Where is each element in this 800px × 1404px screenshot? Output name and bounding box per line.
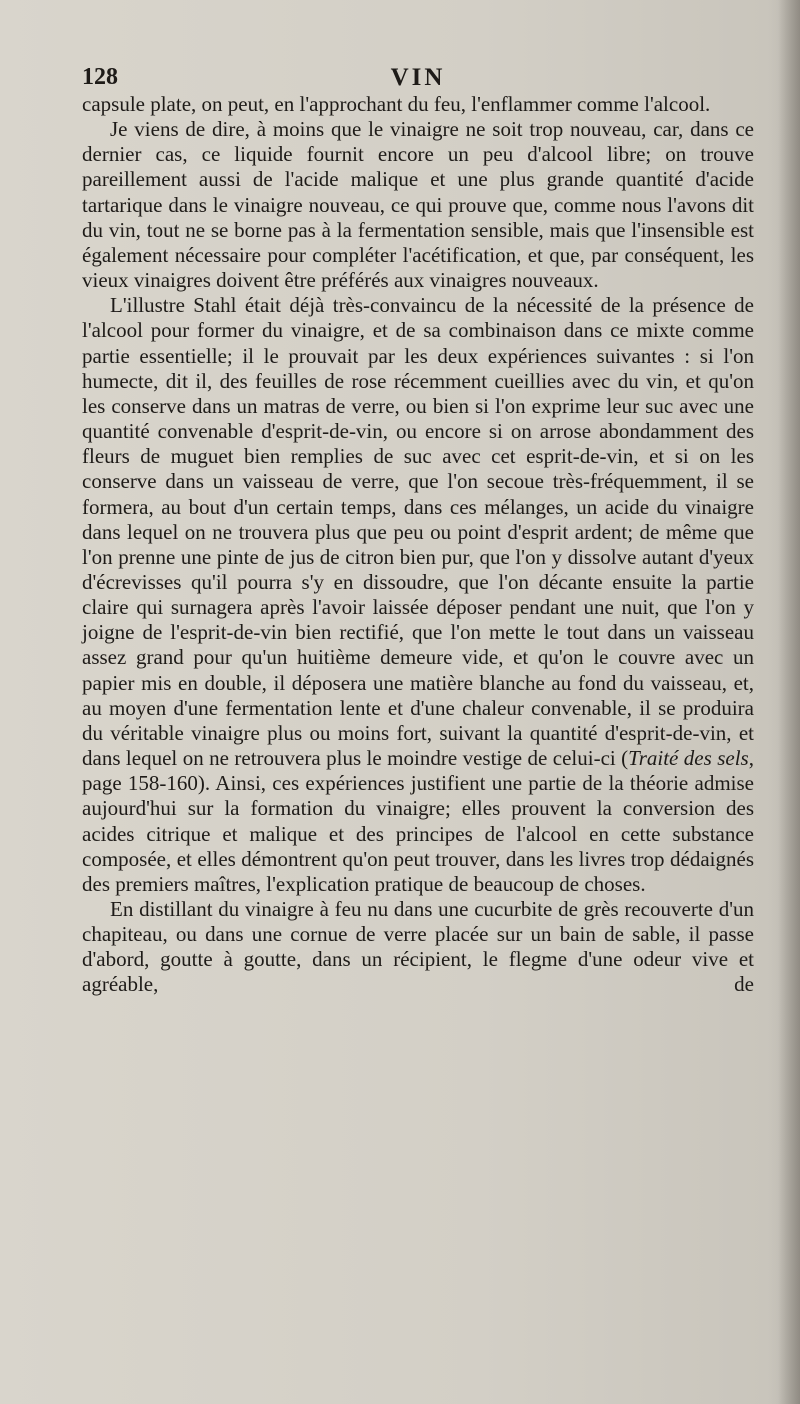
paragraph-3-text-before: L'illustre Stahl était déjà très-convaincu de la nécessité de la présence de l'alcool pour former du vinaigre, et de sa combinaison dans ce mixte comme partie essentielle; il le prouvait par les deux expériences suivantes : si l'on humecte, dit il, des feuilles de rose récemment cueillies avec du vin, et qu'on les conserve dans un matras de verre, ou bien si l'on exprime leur suc avec une quantité convenable d'esprit-de-vin, ou encore si on arrose abondamment des fleurs de muguet bien remplies de suc avec cet esprit-de-vin, et si on les conserve dans un vaisseau de verre, que l'on secoue très-fréquemment, il se formera, au bout d'un certain temps, dans ces mélanges, un acide du vinaigre dans lequel on ne trouvera plus que peu ou point d'esprit ardent; de même que l'on prenne une pinte de jus de citron bien pur, que l'on y dissolve autant d'yeux d'écrevisses qu'il pourra s'y en dissoudre, que l'on décante ensuite la partie claire qui surnagera après l'avoir laissée déposer pendant une nuit, que l'on y joigne de l'esprit-de-vin bien rectifié, que l'on mette le tout dans un vaisseau assez grand pour qu'un huitième demeure vide, et qu'on le couvre avec un papier mis en double, il déposera une matière blanche au fond du vaisseau, et, au moyen d'une fermentation lente et d'une chaleur convenable, il se produira du véritable vinaigre plus ou moins fort, suivant la quantité d'esprit-de-vin, et dans lequel on ne retrouvera plus le moindre vestige de celui-ci ( (82, 293, 754, 771)
paragraph-2: Je viens de dire, à moins que le vinaigre ne soit trop nouveau, car, dans ce dernier cas, ce liquide fournit encore un peu d'alcool libre; on trouve pareillement aussi de l'acide malique et une plus grande quantité d'acide tartarique dans le vinaigre nouveau, ce qui prouve que, comme nous l'avons dit du vin, tout ne se borne pas à la fermentation sensible, mais que l'insensible est également nécessaire pour compléter l'acétification, et que, par conséquent, les vieux vinaigres doivent être préférés aux vinaigres nouveaux. (82, 117, 754, 293)
paragraph-3-text-after: , page 158-160). Ainsi, ces expériences justifient une partie de la théorie admise aujourd'hui sur la formation du vinaigre; elles prouvent la conversion des acides citrique et malique et des principes de l'alcool en cette substance composée, et elles démontrent qu'on peut trouver, dans les livres trop dédaignés des premiers maîtres, l'explication pratique de beaucoup de choses. (82, 746, 754, 896)
page-number: 128 (82, 64, 118, 90)
paragraph-4: En distillant du vinaigre à feu nu dans une cucurbite de grès recouverte d'un chapiteau, ou dans une cornue de verre placée sur un bain de sable, il passe d'abord, goutte à goutte, dans un récipient, le flegme d'une odeur vive et agréable, de (82, 897, 754, 997)
running-title: VIN (390, 64, 446, 91)
paragraph-3 (82, 293, 754, 897)
page-edge-shadow (778, 0, 800, 1404)
body-text (82, 92, 754, 998)
paragraph-1: capsule plate, on peut, en l'approchant du feu, l'enflammer comme l'alcool. (82, 92, 711, 116)
page-header (82, 64, 754, 94)
citation-title: Traité des sels (628, 746, 749, 771)
